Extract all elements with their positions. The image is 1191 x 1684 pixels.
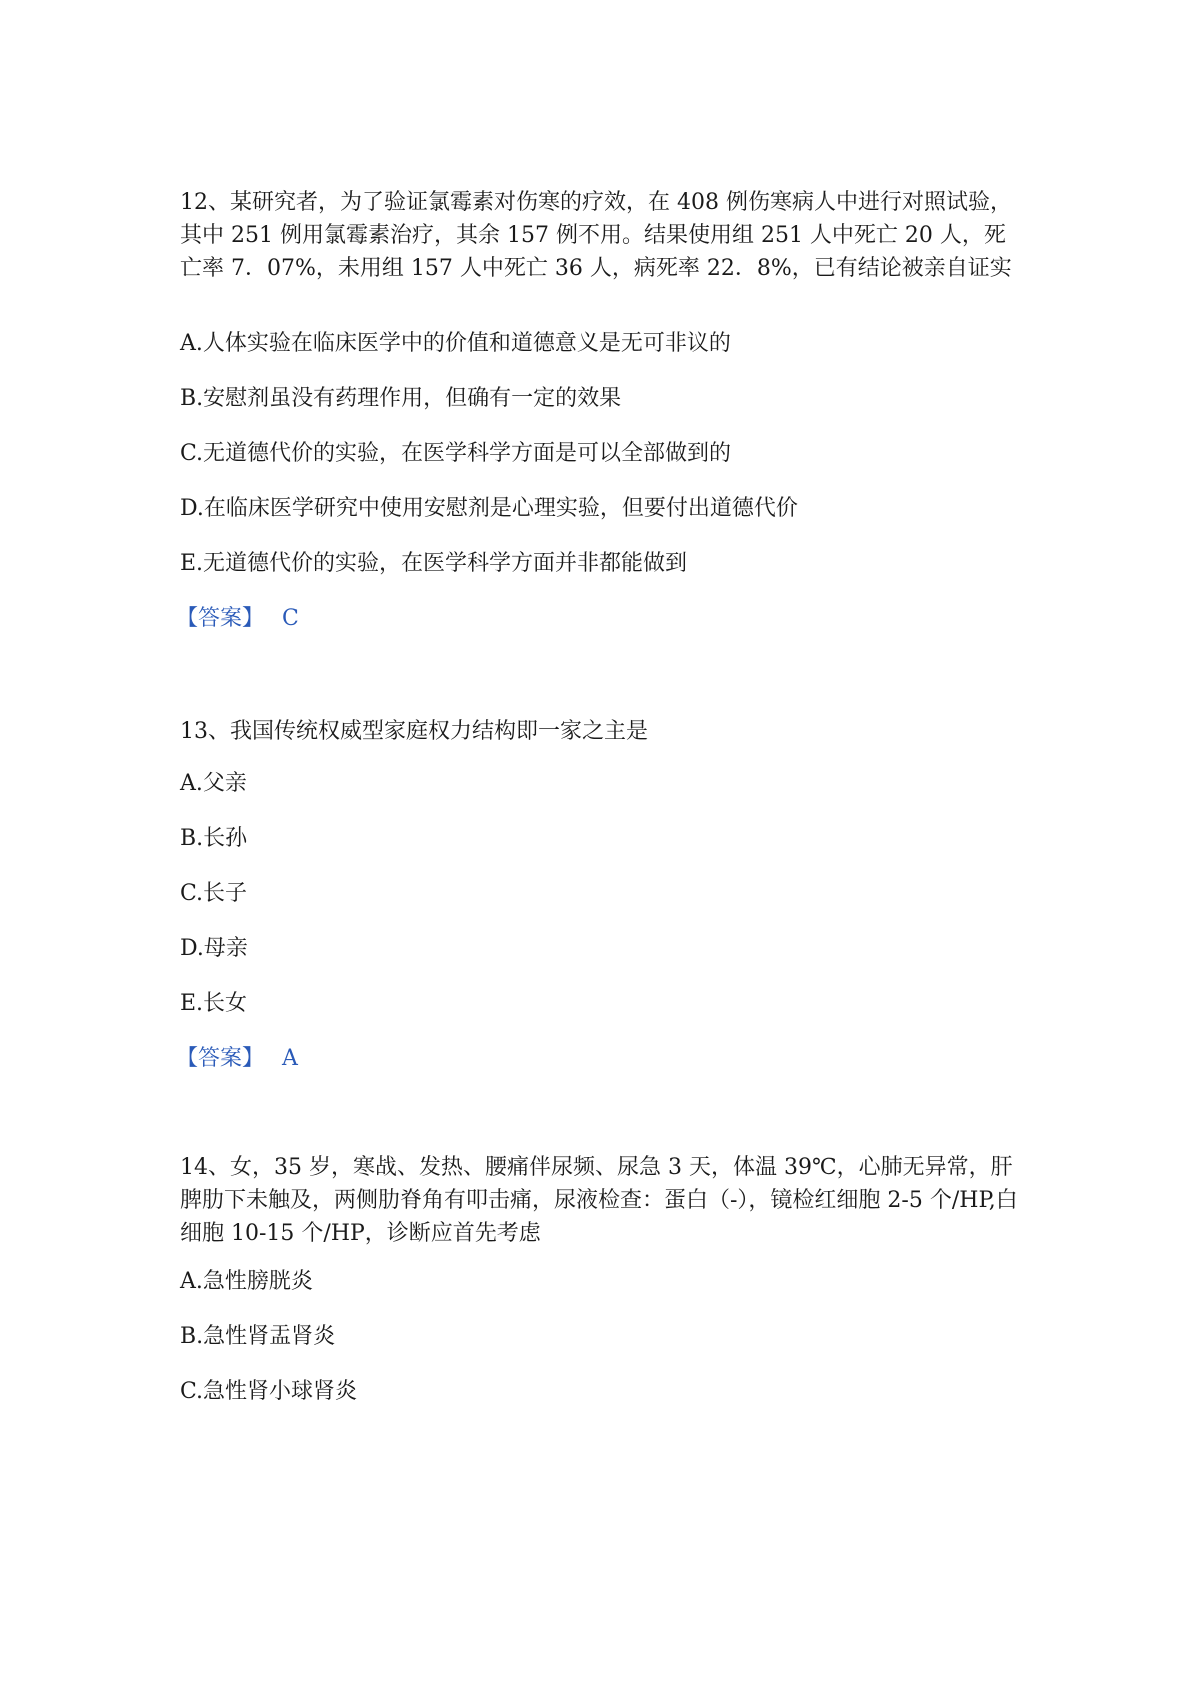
answer-label: 【答案】 — [176, 1046, 265, 1071]
question-14 — [180, 1151, 1020, 1531]
answer — [176, 1044, 298, 1074]
answer-label: 【答案】 — [176, 606, 265, 631]
answer-value: C — [282, 606, 299, 631]
question-stem: 12、某研究者，为了验证氯霉素对伤寒的疗效，在 408 例伤寒病人中进行对照试验，其中 251 例用氯霉素治疗，其余 157 例不用。结果使用组 251 人中死亡 20 人，死亡率 7．07%，未用组 157 人中死亡 36 人，病死率 22．8%，已有结论被亲自证实 — [180, 190, 1012, 281]
option-c: C.急性肾小球肾炎 — [180, 1379, 358, 1404]
option-a: A.急性膀胱炎 — [180, 1269, 313, 1294]
option-c: C.长子 — [180, 881, 248, 906]
option-a: A.人体实验在临床医学中的价值和道德意义是无可非议的 — [180, 331, 731, 356]
question-12 — [176, 186, 1020, 656]
option-b: B.安慰剂虽没有药理作用，但确有一定的效果 — [180, 386, 622, 411]
option-d: D.在临床医学研究中使用安慰剂是心理实验，但要付出道德代价 — [180, 496, 798, 521]
option-d: D.母亲 — [180, 936, 248, 961]
option-c: C.无道德代价的实验，在医学科学方面是可以全部做到的 — [180, 441, 732, 466]
option-b: B.急性肾盂肾炎 — [180, 1324, 336, 1349]
answer-value: A — [282, 1046, 298, 1071]
question-13 — [176, 715, 1020, 1095]
option-e: E.长女 — [180, 991, 248, 1016]
question-stem: 14、女，35 岁，寒战、发热、腰痛伴尿频、尿急 3 天，体温 39℃，心肺无异常，肝脾肋下未触及，两侧肋脊角有叩击痛，尿液检查：蛋白（-），镜检红细胞 2-5 个/HP,白细胞 10-15 个/HP，诊断应首先考虑 — [180, 1155, 1018, 1246]
option-a: A.父亲 — [180, 771, 247, 796]
option-e: E.无道德代价的实验，在医学科学方面并非都能做到 — [180, 551, 688, 576]
answer — [176, 604, 299, 634]
question-stem: 13、我国传统权威型家庭权力结构即一家之主是 — [180, 719, 648, 744]
option-b: B.长孙 — [180, 826, 248, 851]
